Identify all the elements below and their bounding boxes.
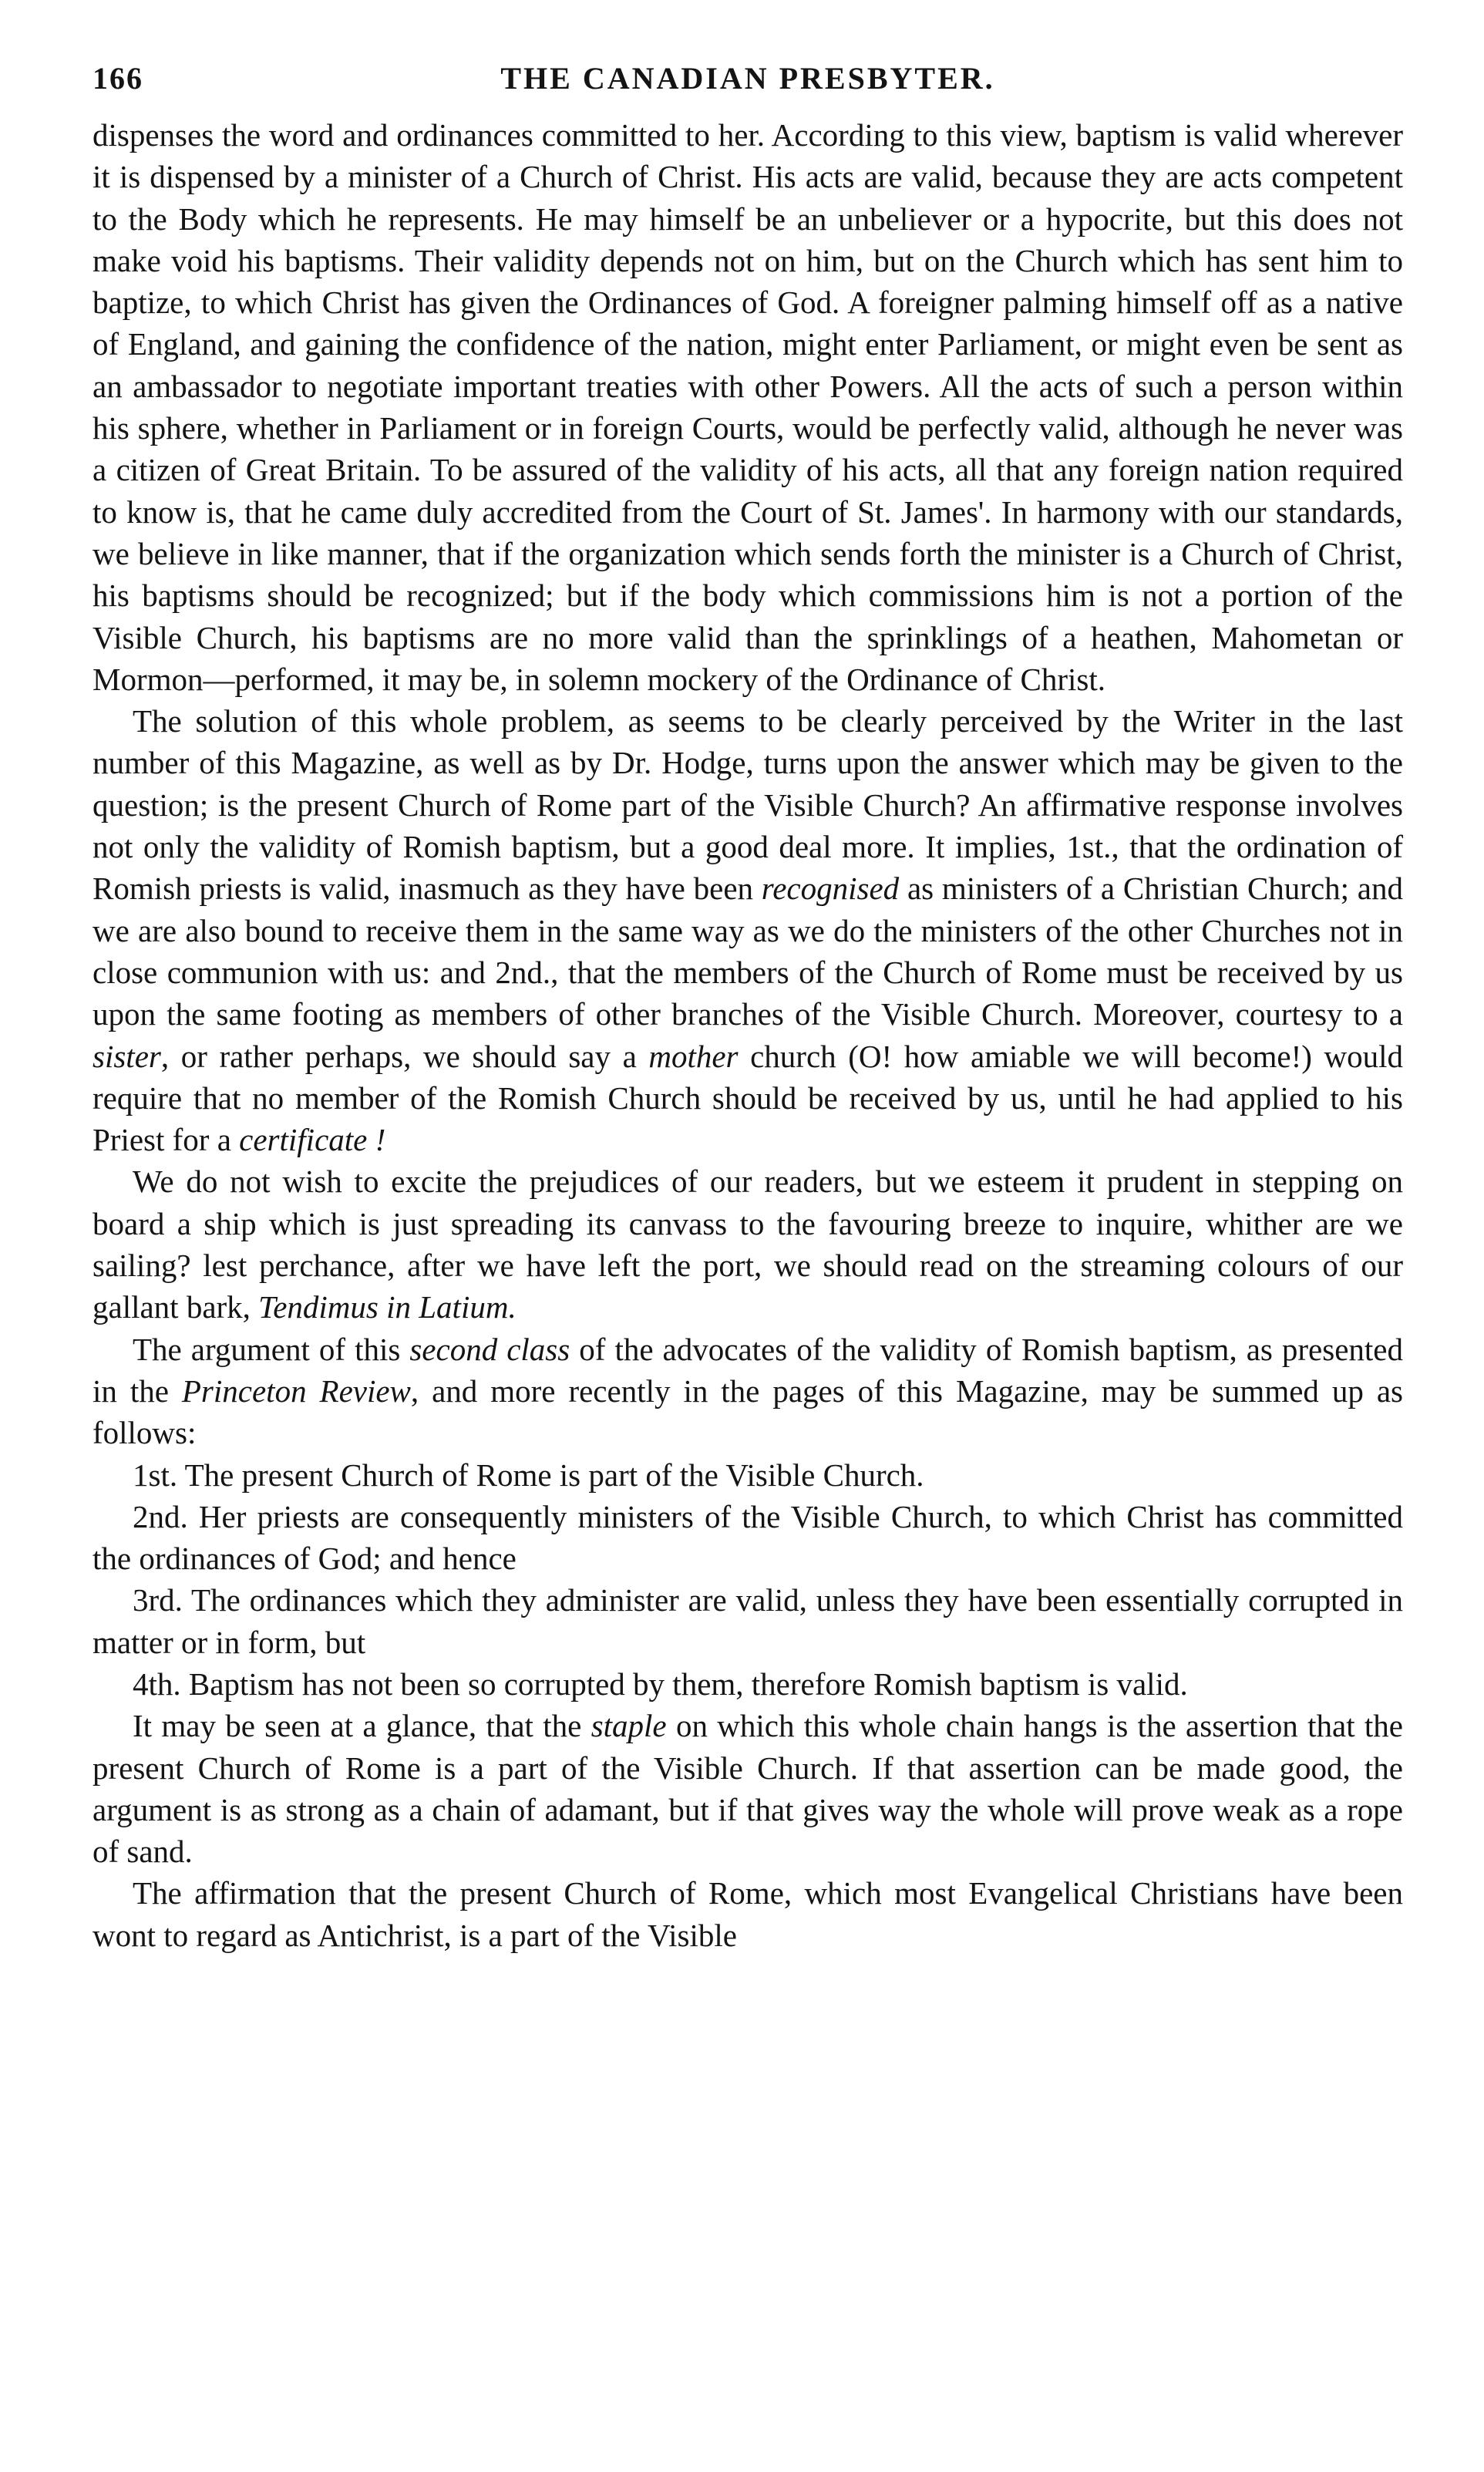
page-number: 166	[93, 61, 143, 96]
text-run: on which this whole chain hangs is the assertion that the present Church of Rome is a part of the Visible Church. If that assertion can be made good, the argument is as strong as a chain of adamant, but if that gives way the whole will prove weak as a rope of sand.	[93, 1708, 1403, 1870]
numbered-point	[93, 1579, 1403, 1663]
italic-text: second class	[409, 1331, 570, 1367]
body-paragraph	[93, 1705, 1403, 1872]
italic-text: sister	[93, 1038, 161, 1074]
text-run: It may be seen at a glance, that the	[133, 1708, 591, 1744]
text-run: church (O! how amiable we will become!) would require that no member of the Romish Church should be received by us, until he had applied to his Priest for a	[93, 1038, 1403, 1158]
text-run: , and more recently in the pages of this Magazine, may be summed up as follows:	[93, 1372, 1403, 1451]
body-paragraph	[93, 114, 1403, 700]
journal-title: THE CANADIAN PRESBYTER.	[500, 61, 995, 96]
book-page	[93, 60, 1403, 1956]
body-paragraph	[93, 1872, 1403, 1956]
article-body	[93, 114, 1403, 1956]
numbered-point	[93, 1496, 1403, 1580]
italic-text: Tendimus in Latium.	[258, 1289, 517, 1325]
text-run: of the advocates of the validity of Romish baptism, as presented in the	[93, 1331, 1403, 1409]
numbered-point	[93, 1454, 1403, 1496]
italic-text: certificate !	[239, 1122, 386, 1158]
text-run: 3rd. The ordinances which they administer are valid, unless they have been essentially corrupted in matter or in form, but	[93, 1582, 1403, 1660]
body-paragraph	[93, 1160, 1403, 1328]
text-run: The affirmation that the present Church of Rome, which most Evangelical Christians have been wont to regard as Antichrist, is a part of the Visible	[93, 1875, 1403, 1953]
italic-text: mother	[648, 1038, 739, 1074]
text-run: The solution of this whole problem, as seems to be clearly perceived by the Writer in the last number of this Magazine, as well as by Dr. Hodge, turns upon the answer which may be given to the question; is the present Church of Rome part of the Visible Church? An affirmative response involves not only the validity of Romish baptism, but a good deal more. It implies, 1st., that the ordination of Romish priests is valid, inasmuch as they have been	[93, 703, 1403, 907]
numbered-point	[93, 1663, 1403, 1705]
italic-text: Princeton Review	[181, 1372, 411, 1409]
text-run: The argument of this	[133, 1331, 410, 1367]
text-run: , or rather perhaps, we should say a	[160, 1038, 649, 1074]
text-run: We do not wish to excite the prejudices of our readers, but we esteem it prudent in stepping on board a ship which is just spreading its canvass to the favouring breeze to inquire, whither are we sailing? lest perchance, after we have left the port, we should read on the streaming colours of our gallant bark,	[93, 1164, 1403, 1325]
italic-text: staple	[591, 1708, 667, 1744]
text-run: 2nd. Her priests are consequently ministers of the Visible Church, to which Christ has committed the ordinances of God; and hence	[93, 1498, 1403, 1577]
italic-text: recognised	[761, 871, 900, 907]
body-paragraph	[93, 700, 1403, 1160]
body-paragraph	[93, 1329, 1403, 1454]
text-run: 4th. Baptism has not been so corrupted by them, therefore Romish baptism is valid.	[133, 1665, 1188, 1702]
text-run: 1st. The present Church of Rome is part of the Visible Church.	[133, 1457, 924, 1493]
text-run: dispenses the word and ordinances committed to her. According to this view, baptism is valid wherever it is dispensed by a minister of a Church of Christ. His acts are valid, because they are acts competent to the Body which he represents. He may himself be an unbeliever or a hypocrite, but this does not make void his baptisms. Their validity depends not on him, but on the Church which has sent him to baptize, to which Christ has given the Ordinances of God. A foreigner palming himself off as a native of England, and gaining the confidence of the nation, might enter Parliament, or might even be sent as an ambassador to negotiate important treaties with other Powers. All the acts of such a person within his sphere, whether in Parliament or in foreign Courts, would be perfectly valid, although he never was a citizen of Great Britain. To be assured of the validity of his acts, all that any foreign nation required to know is, that he came duly accredited from the Court of St. James'. In harmony with our standards, we believe in like manner, that if the organization which sends forth the minister is a Church of Christ, his baptisms should be recognized; but if the body which commissions him is not a portion of the Visible Church, his baptisms are no more valid than the sprinklings of a heathen, Mahometan or Mormon—performed, it may be, in solemn mockery of the Ordinance of Christ.	[93, 117, 1403, 697]
running-head	[93, 60, 1403, 114]
text-run: as ministers of a Christian Church; and we are also bound to receive them in the same way as we do the ministers of the other Churches not in close communion with us: and 2nd., that the members of the Church of Rome must be received by us upon the same footing as members of other branches of the Visible Church. Moreover, courtesy to a	[93, 871, 1403, 1032]
